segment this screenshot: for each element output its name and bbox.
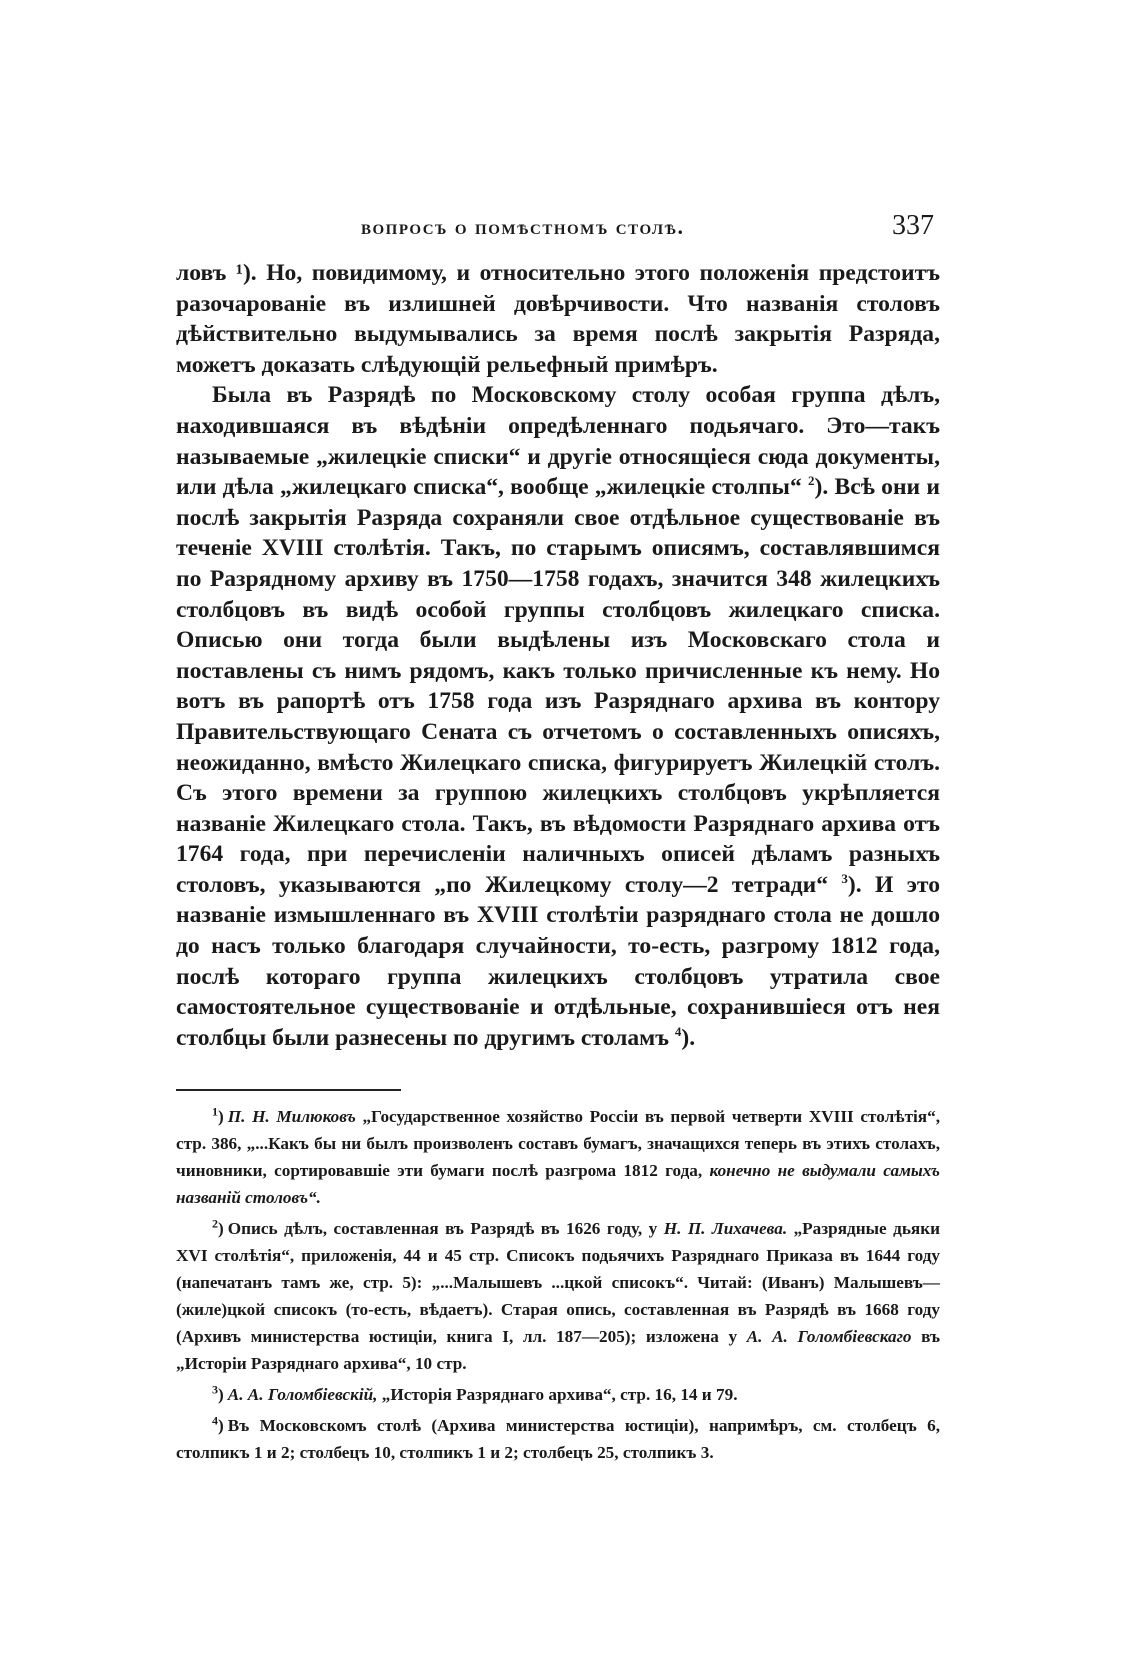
paragraph-2-part-c: ). И это названіе измышленнаго въ XVIII столѣтіи разряднаго стола не дошло до насъ только благодаря случайности, то-есть, разгрому 1812 года, послѣ котораго группа жилецкихъ столбцовъ утратила свое самостоятельное существованіе и отдѣльные, сохранившіеся отъ нея столбцы были разнесены по другимъ столамъ bbox=[176, 871, 940, 1051]
footnote-3-text: „Исторія Разряднаго архива“, стр. 16, 14 и 79. bbox=[381, 1385, 738, 1405]
footnote-1 bbox=[176, 1103, 940, 1211]
footnote-mark-2: 2 bbox=[212, 1216, 218, 1231]
footnote-1-text: „Государственное хозяйство Россіи въ первой четверти XVIII столѣтія“, стр. 386, „...Какъ бы ни былъ произволенъ составъ бумагъ, значащихся теперь въ этихъ столахъ, чиновники, сортировавшіе эти бумаги послѣ разгрома 1812 года, bbox=[176, 1107, 940, 1181]
footnote-3 bbox=[176, 1381, 940, 1408]
footnote-ref-2[interactable]: 2 bbox=[808, 473, 815, 489]
paragraph-2-part-a: Была въ Разрядѣ по Московскому столу особая группа дѣлъ, находившаяся въ вѣдѣніи опредѣленнаго подьячаго. Это—такъ называемые „жилецкіе списки“ и другіе относящіеся сюда документы, или дѣла „жилецкаго списка“, вообще „жилецкіе столпы“ bbox=[176, 382, 940, 501]
footnote-ref-3[interactable]: 3 bbox=[841, 871, 848, 887]
page-number: 337 bbox=[892, 210, 934, 241]
paragraph-2-part-d: ). bbox=[681, 1024, 696, 1051]
footnote-2-author-b: А. А. Голомбіевскаго bbox=[746, 1327, 912, 1347]
document-page bbox=[176, 210, 940, 1470]
footnote-paren: ) bbox=[218, 1385, 224, 1405]
footnote-2-text-a: Опись дѣлъ, составленная въ Разрядѣ въ 1626 году, у bbox=[227, 1219, 658, 1239]
footnote-paren: ) bbox=[218, 1416, 224, 1436]
paragraph-1: ловъ ¹). Но, повидимому, и относительно этого положенія предстоитъ разочарованіе въ излишней довѣрчивости. Что названія столовъ дѣйствительно выдумывались за время послѣ закрытія Разряда, можетъ доказать слѣдующій рельефный примѣръ. bbox=[176, 260, 940, 378]
footnote-3-author: А. А. Голомбіевскій, bbox=[227, 1385, 378, 1405]
footnote-divider bbox=[176, 1089, 401, 1091]
paragraph-2-part-b: ). Всѣ они и послѣ закрытія Разряда сохраняли свое отдѣльное существованіе въ теченіе XVIII столѣтія. Такъ, по старымъ описямъ, составлявшимся по Разрядному архиву въ 1750—1758 годахъ, значится 348 жилецкихъ столбцовъ въ видѣ особой группы столбцовъ жилецкаго списка. Описью они тогда были выдѣлены изъ Московскаго стола и поставлены съ нимъ рядомъ, какъ только причисленные къ нему. Но вотъ въ рапортѣ отъ 1758 года изъ Разряднаго архива въ контору Правительствующаго Сената съ отчетомъ о составленныхъ описяхъ, неожиданно, вмѣсто Жилецкаго списка, фигурируетъ Жилецкій столъ. Съ этого времени за группою жилецкихъ столбцовъ укрѣпляется названіе Жилецкаго стола. Такъ, въ вѣдомости Разряднаго архива отъ 1764 года, при перечисленіи наличныхъ описей дѣламъ разныхъ столовъ, указываются „по Жилецкому столу—2 тетради“ bbox=[176, 474, 940, 898]
footnote-1-author: П. Н. Милюковъ bbox=[227, 1107, 356, 1127]
body-text bbox=[176, 258, 940, 1053]
footnote-2-text-c: въ „Исторіи Разряднаго архива“, 10 стр. bbox=[176, 1327, 941, 1374]
running-title: вопросъ о помѣстномъ столѣ. bbox=[361, 214, 685, 239]
footnote-mark-4: 4 bbox=[212, 1413, 218, 1428]
footnote-2-text-b: „Разрядные дьяки XVI столѣтія“, приложенія, 44 и 45 стр. Списокъ подьячихъ Разряднаго Приказа въ 1644 году (напечатанъ тамъ же, стр. 5): „...Малышевъ ...цкой списокъ“. Читай: (Иванъ) Малышевъ—(жиле)цкой списокъ (то-есть, вѣдаетъ). Старая опись, составленная въ Разрядѣ въ 1668 году (Архивъ министерства юстиціи, книга I, лл. 187—205); изложена у bbox=[176, 1219, 941, 1347]
footnote-4-text: Въ Московскомъ столѣ (Архива министерства юстиціи), напримѣръ, см. столбецъ 6, столпикъ 1 и 2; столбецъ 10, столпикъ 1 и 2; столбецъ 25, столпикъ 3. bbox=[176, 1416, 940, 1463]
footnotes bbox=[176, 1103, 940, 1466]
footnote-paren: ) bbox=[218, 1219, 224, 1239]
footnote-4 bbox=[176, 1412, 940, 1466]
footnote-mark-3: 3 bbox=[212, 1382, 218, 1397]
footnote-2 bbox=[176, 1215, 940, 1377]
footnote-mark-1: 1 bbox=[212, 1104, 218, 1119]
footnote-2-author-a: Н. П. Лихачева. bbox=[663, 1219, 788, 1239]
footnote-ref-4[interactable]: 4 bbox=[674, 1023, 682, 1039]
running-head bbox=[176, 210, 940, 250]
footnote-paren: ) bbox=[218, 1107, 224, 1127]
footnote-1-italic: конечно не выдумали самыхъ названій столовъ“. bbox=[176, 1161, 940, 1208]
paragraph-2 bbox=[176, 380, 940, 1053]
